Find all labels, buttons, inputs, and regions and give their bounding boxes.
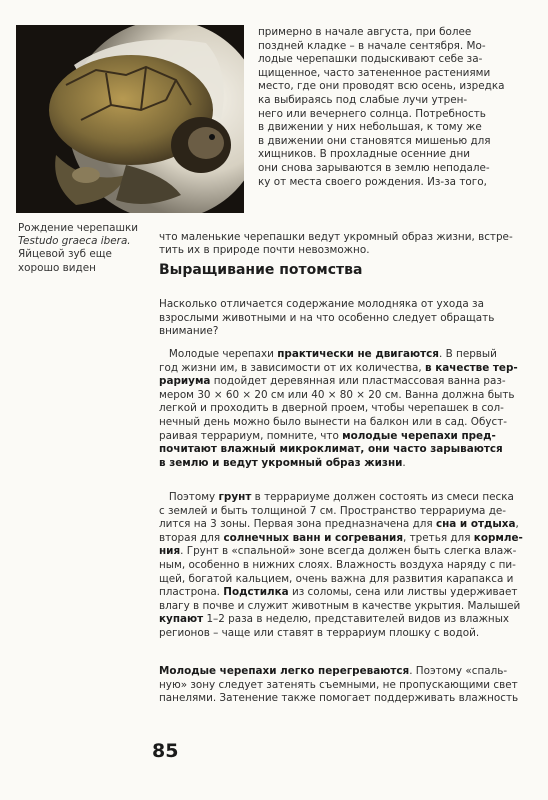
page-number: 85 [152, 740, 179, 762]
paragraph-overheating [159, 665, 519, 706]
text-line: внимание? [159, 325, 219, 338]
mid-column [159, 190, 515, 258]
text-line: лится на 3 зоны. Первая зона предназначена для сна и отдыха, [159, 518, 519, 531]
text-line: примерно в начале августа, при более [258, 26, 472, 38]
text-line: ным, особенно в нижних слоях. Влажность воздуха наряду с пи- [159, 558, 516, 571]
text-line: поздней кладке – в начале сентября. Мо- [258, 39, 486, 52]
text-line: вторая для солнечных ванн и согревания, третья для кормле- [159, 531, 523, 544]
text-line: купают 1–2 раза в неделю, представителей видов из влажных [159, 613, 510, 626]
caption-species [18, 235, 156, 248]
caption-line: Яйцевой зуб еще [18, 248, 112, 261]
caption-species-name: Testudo graeca ibera. [18, 235, 131, 248]
paragraph-intro [159, 298, 515, 339]
text-line: взрослыми животными и на что особенно следует обращать [159, 311, 495, 324]
text-line: нечный день можно было вынести на балкон или в сад. Обуст- [159, 415, 508, 428]
text-line: мером 30 × 60 × 20 см или 40 × 80 × 20 см. Ванна должна быть [159, 388, 515, 401]
text-line: Насколько отличается содержание молодняка от ухода за [159, 298, 484, 310]
text-line: легкой и проходить в дверной проем, чтобы черепашек в сол- [159, 402, 504, 415]
caption-line: хорошо виден [18, 261, 96, 274]
text-line: Молодые черепахи легко перегреваются. Поэтому «спаль- [159, 665, 508, 677]
turtle-egg-illustration [16, 25, 244, 213]
text-line: почитают влажный микроклимат, они часто зарываются [159, 443, 503, 456]
turtle-hatchling-photo [16, 25, 244, 213]
text-line: в движении у них небольшая, к тому же [258, 121, 482, 134]
text-line: Молодые черепахи практически не двигаются. В первый [168, 348, 497, 360]
text-line: влагу в почве и служит животным в качестве укрытия. Малышей [159, 599, 521, 612]
text-line: тить их в природе почти невозможно. [159, 244, 370, 257]
text-line: с землей и быть толщиной 7 см. Пространство террариума де- [159, 504, 507, 517]
text-line: щей, богатой кальцием, очень важна для развития карапакса и [159, 572, 514, 585]
top-right-column [258, 26, 515, 189]
text-line: они снова зарываются в землю неподале- [258, 161, 490, 174]
text-line: год жизни им, в зависимости от их количества, в качестве тер- [159, 361, 518, 374]
text-line: ния. Грунт в «спальной» зоне всегда должен быть слегка влаж- [159, 545, 517, 558]
paragraph-terrarium [159, 348, 518, 470]
text-line: в землю и ведут укромный образ жизни. [159, 456, 406, 469]
text-line: лодые черепашки подыскивают себе за- [258, 53, 483, 66]
photo-caption [18, 222, 156, 275]
text-line: пластрона. Подстилка из соломы, сена или листвы удерживает [159, 586, 518, 599]
text-line: щищенное, часто затененное растениями [258, 66, 491, 79]
text-line: рариума подойдет деревянная или пластмассовая ванна раз- [159, 375, 506, 388]
caption-line: Рождение черепашки [18, 222, 139, 234]
text-line: ку от места своего рождения. Из-за того, [258, 175, 487, 188]
text-line: в движении они становятся мишенью для [258, 134, 491, 147]
text-line: панелями. Затенение также помогает поддерживать влажность [159, 692, 519, 705]
text-line: Поэтому грунт в террариуме должен состоять из смеси песка [168, 491, 514, 503]
text-line: него или вечернего солнца. Потребность [258, 107, 486, 120]
text-line: хищников. В прохладные осенние дни [258, 148, 471, 161]
text-line: раивая террариум, помните, что молодые черепахи пред- [159, 429, 496, 442]
text-line: ную» зону следует затенять съемными, не пропускающими свет [159, 678, 518, 691]
text-line: место, где они проводят всю осень, изредка [258, 80, 505, 93]
section-heading: Выращивание потомства [159, 262, 363, 278]
text-line: ка выбираясь под слабые лучи утрен- [258, 93, 468, 106]
text-line: что маленькие черепашки ведут укромный образ жизни, встре- [159, 230, 513, 243]
paragraph-substrate [159, 491, 523, 641]
text-line: регионов – чаще или ставят в террариум плошку с водой. [159, 626, 480, 639]
